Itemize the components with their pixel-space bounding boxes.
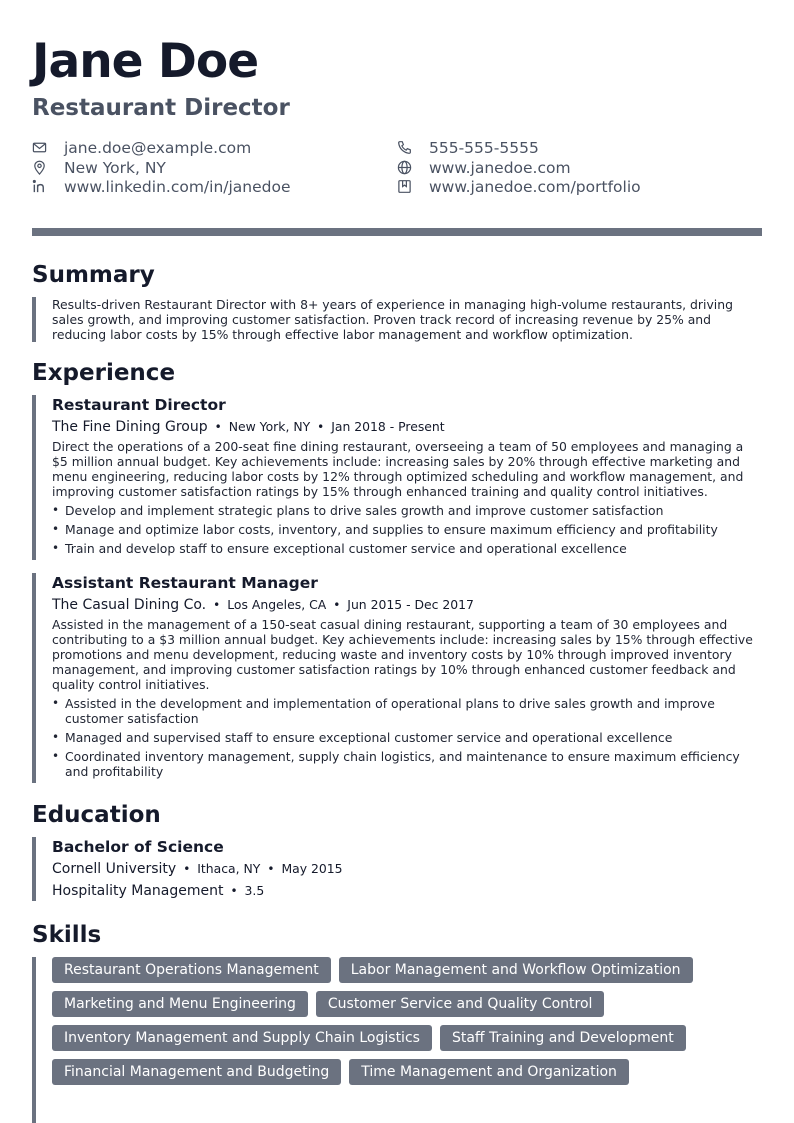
bullet-item: • Manage and optimize labor costs, inventory, and supplies to ensure maximum efficiency and profitability (52, 522, 762, 537)
meta-separator: • (230, 884, 238, 898)
phone-text: 555-555-5555 (429, 138, 539, 157)
education-block (32, 837, 762, 901)
bullet-item: • Managed and supervised staff to ensure exceptional customer service and operational excellence (52, 730, 762, 745)
job-bullets (52, 696, 762, 779)
job-company: The Fine Dining Group (52, 419, 208, 435)
linkedin-icon (32, 179, 47, 194)
field: Hospitality Management (52, 883, 224, 899)
job-title: Restaurant Director (52, 396, 226, 414)
skill-chip: Marketing and Menu Engineering (52, 991, 308, 1017)
job-meta (52, 417, 762, 437)
contact-phone[interactable] (397, 138, 539, 157)
field-of-study (52, 881, 762, 901)
portfolio-icon (397, 179, 412, 194)
job-description: Direct the operations of a 200-seat fine dining restaurant, overseeing a team of 50 employees and managing a $5 million annual budget. Key achievements include: increasing sales by 20% through effective marketing and menu engineering, reducing labor costs by 12% through optimized scheduling and workflow management, and improving customer satisfaction ratings by 15% through enhanced training and quality control initiatives. (52, 439, 744, 499)
school-location: Ithaca, NY (197, 861, 261, 876)
meta-separator: • (213, 598, 221, 612)
skill-chip: Customer Service and Quality Control (316, 991, 605, 1017)
bullet-item: • Train and develop staff to ensure exceptional customer service and operational excellence (52, 541, 762, 556)
degree: Bachelor of Science (52, 838, 224, 856)
job-bullets (52, 503, 762, 556)
job-entry (32, 573, 762, 783)
meta-separator: • (214, 420, 222, 434)
bullet-item: • Develop and implement strategic plans to drive sales growth and improve customer satisfaction (52, 503, 762, 518)
candidate-name: Jane Doe (32, 34, 259, 89)
school: Cornell University (52, 861, 177, 877)
education-meta (52, 859, 762, 879)
experience-heading: Experience (32, 360, 176, 386)
globe-icon (397, 160, 412, 175)
portfolio-text: www.janedoe.com/portfolio (429, 177, 641, 196)
meta-separator: • (183, 862, 191, 876)
contact-location (32, 158, 166, 177)
job-title: Assistant Restaurant Manager (52, 574, 318, 592)
linkedin-text: www.linkedin.com/in/janedoe (64, 177, 291, 196)
contact-linkedin[interactable] (32, 177, 291, 196)
skill-chip: Staff Training and Development (440, 1025, 686, 1051)
graduation-date: May 2015 (281, 861, 343, 876)
mail-icon (32, 140, 47, 155)
skills-block (32, 957, 762, 1123)
skill-chip: Labor Management and Workflow Optimization (339, 957, 693, 983)
contact-email[interactable] (32, 138, 251, 157)
job-description: Assisted in the management of a 150-seat casual dining restaurant, supporting a team of 30 employees and contributing to a $3 million annual budget. Key achievements include: increasing sales by 15% through effective promotions and menu development, reducing waste and inventory costs by 10% through improved inventory management, and improving customer satisfaction ratings by 10% through enhanced customer feedback and quality control initiatives. (52, 617, 753, 692)
skills-list (52, 957, 752, 1085)
meta-separator: • (267, 862, 275, 876)
job-location: New York, NY (228, 419, 311, 434)
skill-chip: Restaurant Operations Management (52, 957, 331, 983)
skill-chip: Inventory Management and Supply Chain Logistics (52, 1025, 432, 1051)
skills-heading: Skills (32, 922, 102, 948)
job-meta (52, 595, 762, 615)
job-company: The Casual Dining Co. (52, 597, 207, 613)
candidate-title: Restaurant Director (32, 95, 290, 121)
job-location: Los Angeles, CA (227, 597, 327, 612)
contact-portfolio[interactable] (397, 177, 641, 196)
website-text: www.janedoe.com (429, 158, 571, 177)
summary-heading: Summary (32, 262, 155, 288)
gpa: 3.5 (244, 883, 265, 898)
job-entry (32, 395, 762, 560)
bullet-item: • Coordinated inventory management, supply chain logistics, and maintenance to ensure maximum efficiency and profitability (52, 749, 762, 779)
summary-text: Results-driven Restaurant Director with 8+ years of experience in managing high-volume restaurants, driving sales growth, and improving customer satisfaction. Proven track record of increasing revenue by 25% and reducing labor costs by 15% through effective labor management and workflow optimization. (52, 297, 733, 342)
phone-icon (397, 140, 412, 155)
skill-chip: Time Management and Organization (349, 1059, 629, 1085)
meta-separator: • (333, 598, 341, 612)
email-text: jane.doe@example.com (64, 138, 252, 157)
summary-block (32, 297, 762, 342)
header-divider (32, 228, 762, 236)
contact-website[interactable] (397, 158, 571, 177)
education-heading: Education (32, 802, 161, 828)
skill-chip: Financial Management and Budgeting (52, 1059, 341, 1085)
bullet-item: • Assisted in the development and implementation of operational plans to drive sales growth and improve customer satisfaction (52, 696, 762, 726)
job-dates: Jan 2018 - Present (331, 419, 445, 434)
job-dates: Jun 2015 - Dec 2017 (347, 597, 474, 612)
location-text: New York, NY (64, 158, 166, 177)
meta-separator: • (317, 420, 325, 434)
map-pin-icon (32, 160, 47, 175)
